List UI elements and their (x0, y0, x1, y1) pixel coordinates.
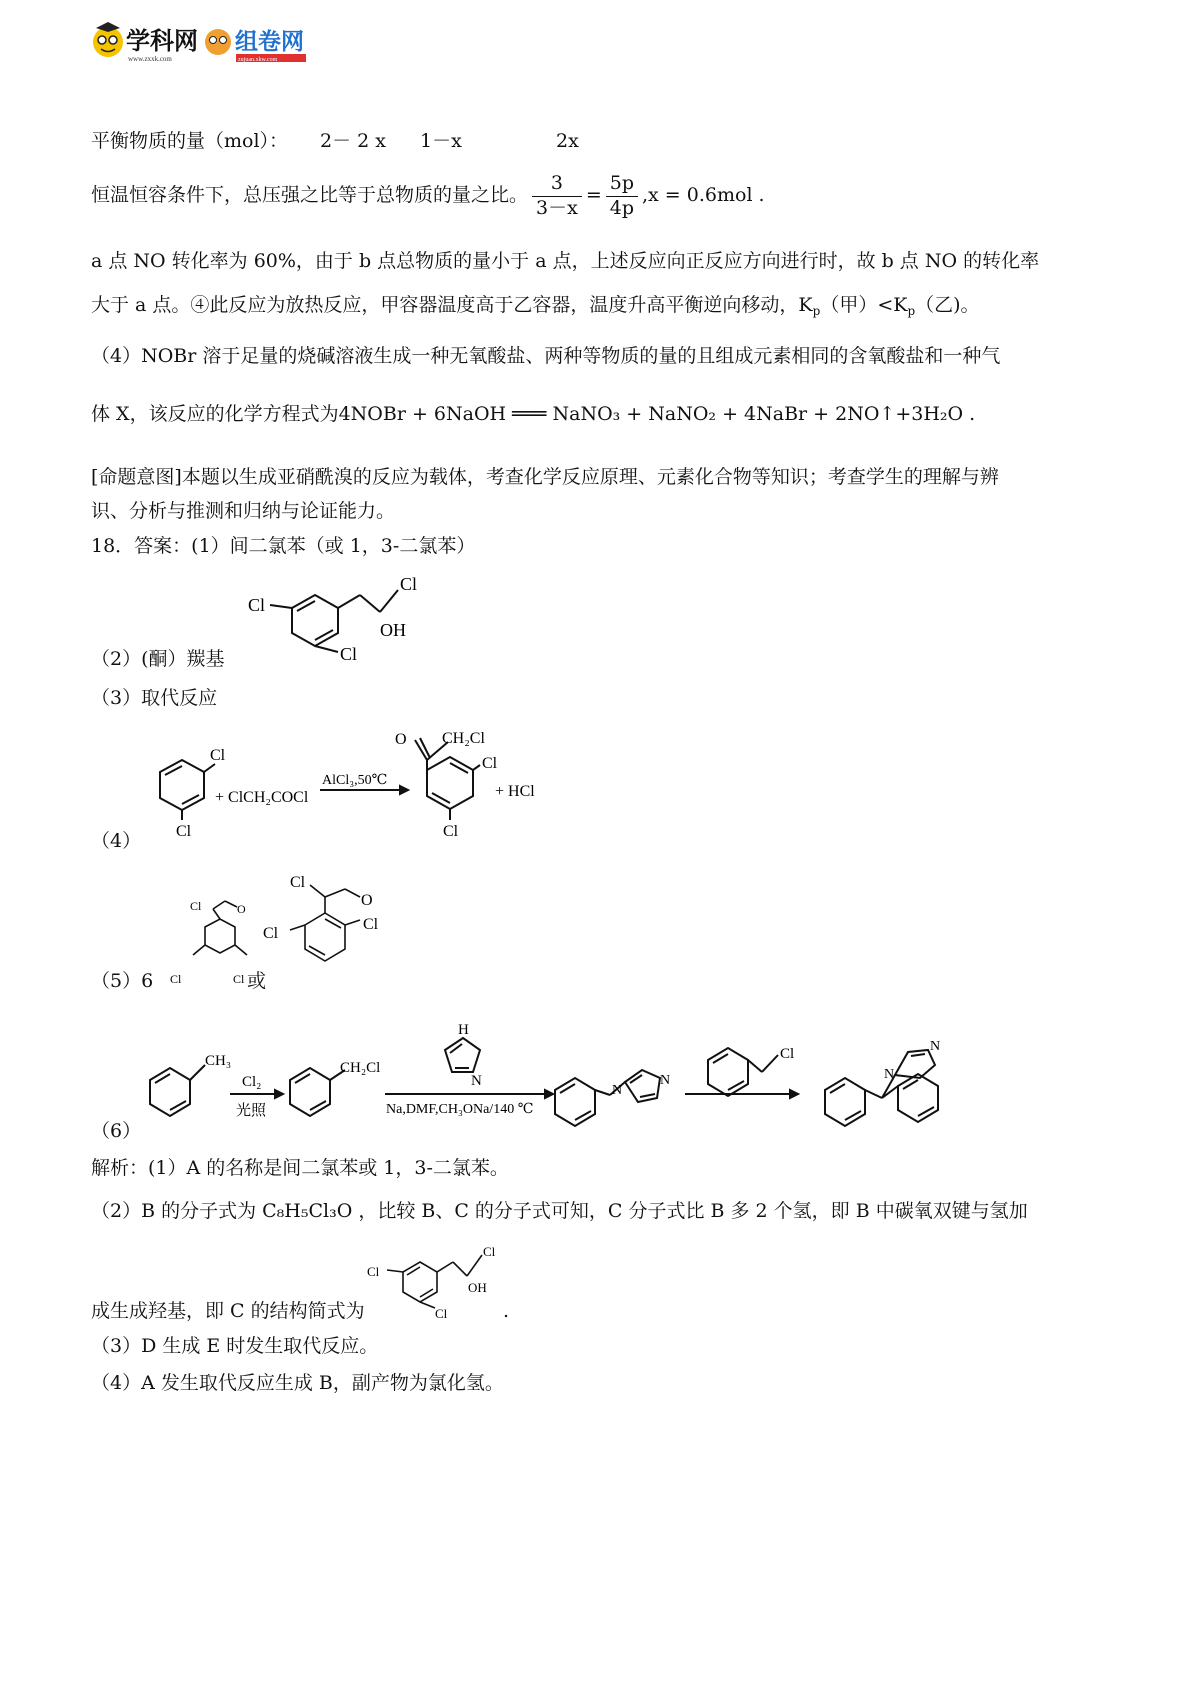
fraction-2 (606, 172, 638, 221)
reaction-4 (130, 720, 550, 855)
fraction-1 (532, 172, 582, 221)
equilibrium-value-3: 2x (556, 130, 579, 152)
kp-symbol-2: K (893, 294, 908, 316)
fraction-1-numerator: 3 (532, 172, 582, 197)
analysis-2-end: . (503, 1300, 510, 1322)
n-label: N (884, 1067, 895, 1082)
q18-answer-4: （4） (91, 830, 142, 852)
cl-label: Cl (190, 899, 202, 913)
logo-text-1: 学科网 (126, 29, 198, 55)
cl-label: Cl (363, 916, 379, 933)
fraction-2-denominator: 4p (609, 196, 635, 219)
q4-line-2-text: 体 X，该反应的化学方程式为 (91, 403, 339, 425)
cl-label: Cl (233, 972, 245, 986)
n-label: N (471, 1073, 482, 1089)
cl-label: Cl (210, 747, 226, 764)
cl-label: Cl (263, 925, 279, 942)
reagent-label: + ClCH₂COCl (215, 789, 309, 806)
pressure-ratio-line (91, 172, 765, 221)
intent-line-1: [命题意图]本题以生成亚硝酰溴的反应为载体，考查化学反应原理、元素化合物等知识；考查学生的理解与辨 (91, 466, 999, 488)
oh-label: OH (380, 620, 406, 640)
kp-symbol-1: K (798, 294, 813, 316)
synthesis-route (130, 1020, 990, 1145)
fraction-2-numerator: 5p (606, 172, 638, 197)
cl-label: Cl (290, 875, 306, 891)
q4-line-1: （4）NOBr 溶于足量的烧碱溶液生成一种无氧酸盐、两种等物质的量的且组成元素相同的含氧酸盐和一种气 (91, 345, 1001, 367)
cl-label: Cl (780, 1046, 795, 1062)
analysis-3: （3）D 生成 E 时发生取代反应。 (91, 1335, 379, 1357)
cl-label: Cl (483, 1244, 496, 1259)
q18-answer-6: （6） (91, 1120, 142, 1142)
kp-comparison: （甲）< (820, 294, 894, 316)
n-label: N (660, 1073, 671, 1088)
equilibrium-label: 平衡物质的量（mol）： (91, 130, 289, 152)
ch2cl-label: CH₂Cl (340, 1060, 381, 1076)
hcl-label: + HCl (495, 783, 535, 800)
ch3-label: CH₃ (205, 1053, 232, 1069)
cl-label: Cl (482, 755, 498, 772)
q18-answer-2: （2）(酮）羰基 (91, 648, 225, 670)
logo-text-2: 组卷网 (235, 29, 304, 54)
isomer-structures (165, 875, 395, 995)
intent-line-2: 识、分析与推测和归纳与论证能力。 (91, 500, 396, 522)
conditions-label: Na,DMF,CH₃ONa/140 ℃ (386, 1102, 534, 1117)
kp-end: （乙)。 (915, 294, 980, 316)
q18-title: 18．答案：(1）间二氯苯（或 1，3-二氯苯） (91, 535, 476, 557)
cl-label: Cl (176, 823, 192, 840)
cl-label: Cl (340, 644, 358, 664)
fraction-1-denominator: 3－x (536, 196, 578, 219)
q18-answer-3: （3）取代反应 (91, 687, 218, 709)
n-label: N (930, 1039, 941, 1054)
light-label: 光照 (236, 1103, 267, 1119)
analysis-4: （4）A 发生取代反应生成 B，副产物为氯化氢。 (91, 1372, 504, 1394)
structure-c-large (240, 570, 430, 665)
q4-line-2 (91, 403, 975, 427)
cl-label: Cl (443, 823, 459, 840)
n-label: N (612, 1083, 623, 1098)
cl-label: Cl (170, 972, 182, 986)
catalyst-label: AlCl₃,50℃ (322, 773, 388, 788)
conversion-line-1: a 点 NO 转化率为 60%，由于 b 点总物质的量小于 a 点，上述反应向正反应方向进行时，故 b 点 NO 的转化率 (91, 250, 1040, 272)
cl2-label: Cl₂ (242, 1074, 262, 1090)
equilibrium-value-1: 2－ 2 x (320, 130, 386, 152)
cl-label: Cl (367, 1264, 380, 1279)
answer-5-or: 或 (247, 970, 267, 992)
answer-5-number: （5）6 (91, 970, 154, 992)
q4-equation: 4NOBr + 6NaOH ═══ NaNO₃ + NaNO₂ + 4NaBr + 2NO↑+3H₂O . (338, 403, 976, 425)
logo-graphic (88, 16, 328, 66)
analysis-1: 解析：(1）A 的名称是间二氯苯或 1，3-二氯苯。 (91, 1157, 509, 1179)
kp-subscript-1: p (812, 304, 821, 318)
conversion-line-2 (91, 294, 980, 319)
x-result: ,x = 0.6mol . (642, 184, 765, 207)
equilibrium-value-2: 1－x (420, 130, 462, 152)
header-logo (88, 16, 328, 66)
cl-label: Cl (435, 1306, 448, 1320)
logo-url-1: www.zxxk.com (128, 55, 172, 63)
q18-answer-5 (91, 970, 153, 994)
analysis-2-line-2: 成生成羟基，即 C 的结构简式为 (91, 1300, 365, 1322)
o-label: O (237, 902, 246, 916)
pressure-ratio-text: 恒温恒容条件下，总压强之比等于总物质的量之比。 (91, 184, 529, 207)
ch2cl-label: CH₂Cl (442, 730, 485, 747)
cl-label: Cl (400, 574, 418, 594)
nh-label: H (458, 1022, 469, 1038)
kp-subscript-2: p (907, 304, 916, 318)
equals-sign: = (585, 184, 602, 207)
structure-c-small (365, 1240, 510, 1320)
oh-label: OH (468, 1280, 487, 1295)
o-label: O (361, 892, 373, 909)
logo-url-2: zujuan.xkw.com (238, 57, 278, 63)
o-label: O (395, 731, 407, 748)
analysis-2-line-1: （2）B 的分子式为 C₈H₅Cl₃O ，比较 B、C 的分子式可知，C 分子式比 B 多 2 个氢，即 B 中碳氧双键与氢加 (91, 1200, 1028, 1222)
conversion-line-2-text: 大于 a 点。④此反应为放热反应，甲容器温度高于乙容器，温度升高平衡逆向移动， (91, 294, 799, 316)
cl-label: Cl (248, 595, 266, 615)
